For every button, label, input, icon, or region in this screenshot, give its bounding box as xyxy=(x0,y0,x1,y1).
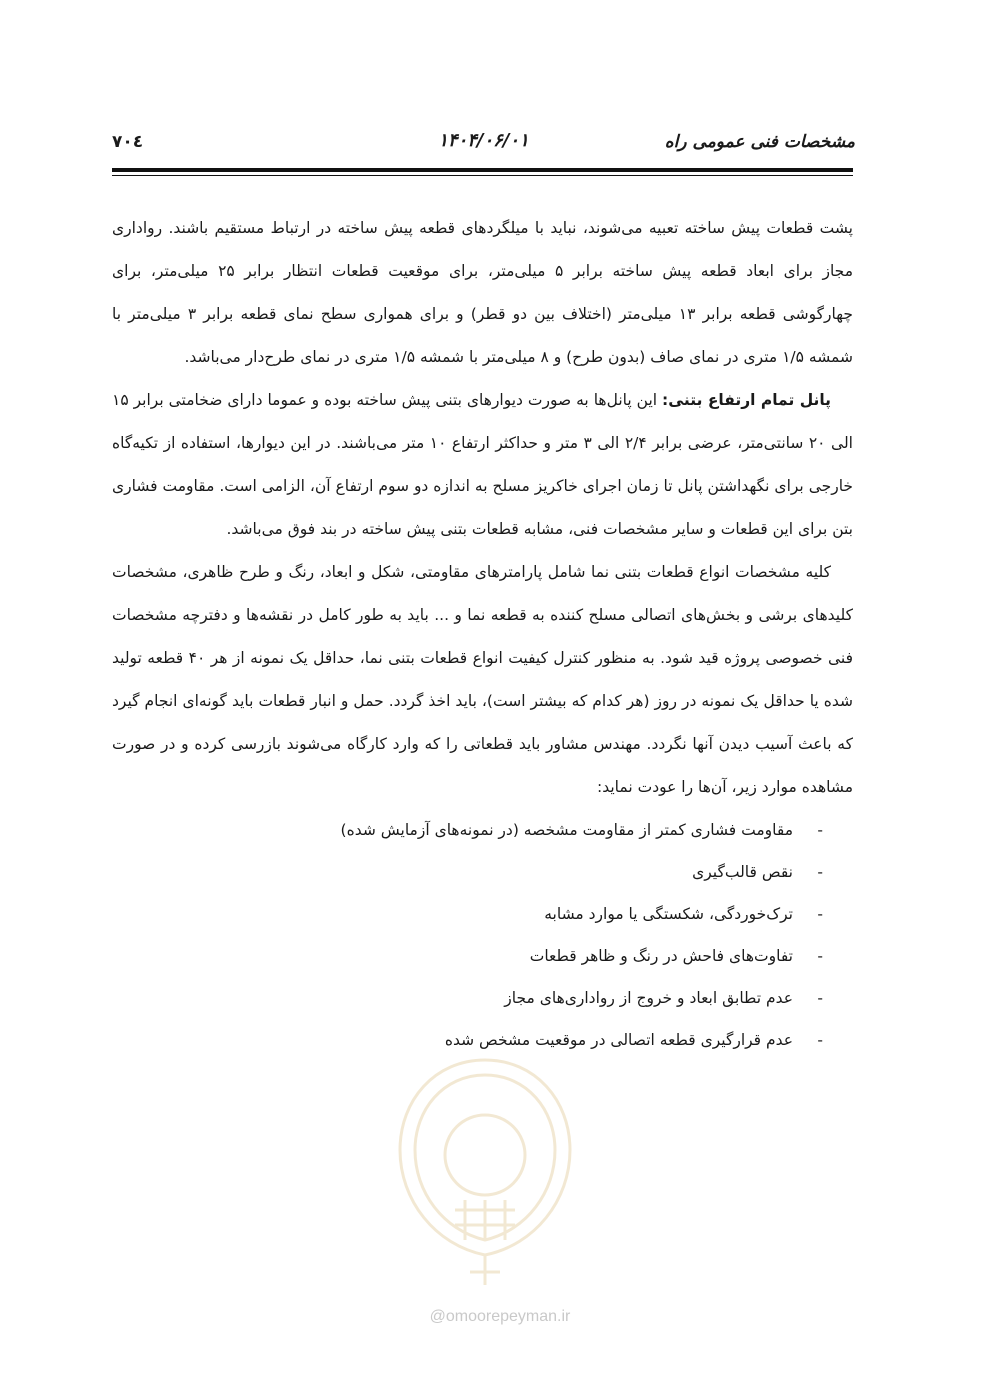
list-dash: - xyxy=(817,905,823,923)
header-title: مشخصات فنی عمومی راه xyxy=(664,132,855,152)
page-body xyxy=(112,207,853,1061)
page-number: ۷۰٤ xyxy=(112,132,144,152)
paragraph-text: این پانل‌ها به صورت دیوارهای بتنی پیش ساخته بوده و عموما دارای ضخامتی برابر ۱۵ الی ۲۰ سانتی‌متر، عرضی برابر ۲/۴ الی ۳ متر و حداکثر ارتفاع ۱۰ متر می‌باشند. در این دیوارها، استفاده از تکیه‌گاه خارجی برای نگهداشتن پانل تا زمان اجرای خاکریز مسلح به اندازه دو سوم ارتفاع آن، الزامی است. مقاومت فشاری بتن برای این قطعات و سایر مشخصات فنی، مشابه قطعات بتنی پیش ساخته در بند فوق می‌باشد. xyxy=(112,391,853,538)
header-date: ۱۴۰۴/۰۶/۰۱ xyxy=(438,130,529,151)
list-dash: - xyxy=(817,989,823,1007)
header-rule-thin xyxy=(112,175,853,176)
list-dash: - xyxy=(817,863,823,881)
paragraph-tolerances: پشت قطعات پیش ساخته تعبیه می‌شوند، نباید با میلگردهای قطعه پیش ساخته در ارتباط مستقیم باشند. رواداری مجاز برای ابعاد قطعه پیش ساخته برابر ۵ میلی‌متر، برای موقعیت قطعات انتظار برابر ۲۵ میلی‌متر، برای چهارگوشی قطعه برابر ۱۳ میلی‌متر (اختلاف بین دو قطر) و برای همواری سطح نمای قطعه برابر ۳ میلی‌متر با شمشه ۱/۵ متری در نمای صاف (بدون طرح) و ۸ میلی‌متر با شمشه ۱/۵ متری در نمای طرح‌دار می‌باشد. xyxy=(112,219,853,366)
list-item-text: تفاوت‌های فاحش در رنگ و ظاهر قطعات xyxy=(529,947,793,965)
paragraph-full-height-panel xyxy=(112,379,853,551)
list-dash: - xyxy=(817,947,823,965)
list-item xyxy=(112,977,823,1019)
page-header xyxy=(112,128,855,164)
header-rule-thick xyxy=(112,168,853,172)
paragraph-facade-units: کلیه مشخصات انواع قطعات بتنی نما شامل پارامترهای مقاومتی، شکل و ابعاد، رنگ و طرح ظاهری، مشخصات کلیدهای برشی و بخش‌های اتصالی مسلح کننده به قطعه نما و ... باید به طور کامل در نقشه‌ها و دفترچه مشخصات فنی خصوصی پروژه قید شود. به منظور کنترل کیفیت انواع قطعات بتنی نما، حداقل یک نمونه از هر ۴۰ قطعه تولید شده یا حداقل یک نمونه در روز (هر کدام که بیشتر است)، باید اخذ گردد. حمل و انبار قطعات باید گونه‌ای انجام گیرد که باعث آسیب دیدن آنها نگردد. مهندس مشاور باید قطعاتی را که وارد کارگاه می‌شوند بازرسی کرده و در صورت مشاهده موارد زیر، آن‌ها را عودت نماید: xyxy=(112,563,853,796)
watermark-text: @omoorepeyman.ir xyxy=(429,1308,571,1325)
list-item xyxy=(112,893,823,935)
defect-list xyxy=(112,809,853,1061)
list-item-text: عدم تطابق ابعاد و خروج از رواداری‌های مجاز xyxy=(504,989,793,1007)
watermark-seal-icon xyxy=(385,1050,585,1290)
list-item-text: عدم قرارگیری قطعه اتصالی در موقعیت مشخص شده xyxy=(444,1031,793,1049)
paragraph-heading: پانل تمام ارتفاع بتنی: xyxy=(662,391,831,409)
list-dash: - xyxy=(817,821,823,839)
list-item xyxy=(112,809,823,851)
list-item xyxy=(112,935,823,977)
list-item-text: ترک‌خوردگی، شکستگی یا موارد مشابه xyxy=(544,905,793,923)
list-item xyxy=(112,851,823,893)
list-dash: - xyxy=(817,1031,823,1049)
list-item-text: مقاومت فشاری کمتر از مقاومت مشخصه (در نمونه‌های آزمایش شده) xyxy=(340,821,793,839)
list-item-text: نقص قالب‌گیری xyxy=(692,863,793,881)
